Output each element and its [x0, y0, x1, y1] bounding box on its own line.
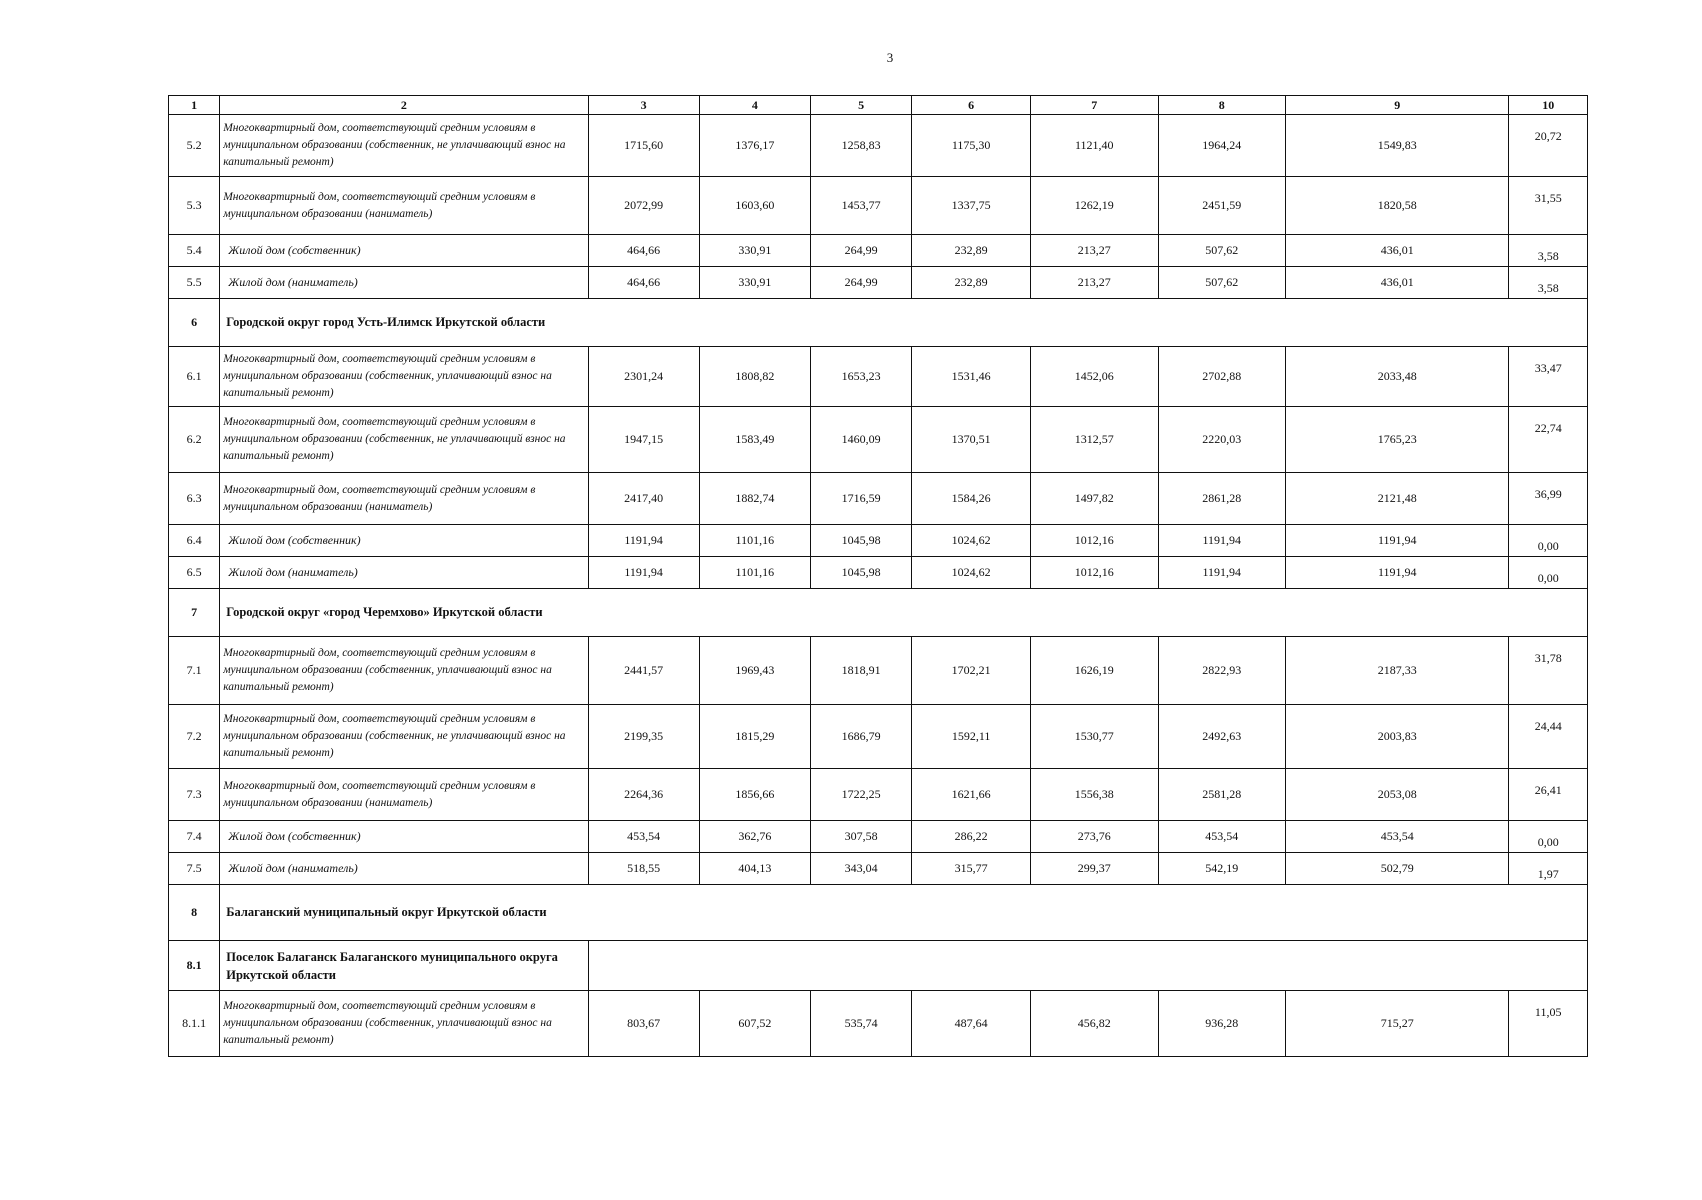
- value-cell-col9: 1820,58: [1286, 177, 1509, 235]
- value-cell-col5: 1818,91: [810, 637, 911, 705]
- row-number: 7.2: [169, 705, 220, 769]
- value-cell-col3: 518,55: [588, 853, 699, 885]
- row-label: Жилой дом (наниматель): [220, 853, 588, 885]
- table-row: [169, 235, 1588, 267]
- value-cell-col3: 453,54: [588, 821, 699, 853]
- value-cell-col6: 1702,21: [912, 637, 1031, 705]
- row-label: Многоквартирный дом, соответствующий средним условиям в муниципальном образовании (наниматель): [220, 177, 588, 235]
- value-cell-col10: 0,00: [1509, 821, 1588, 853]
- value-cell-col6: 1584,26: [912, 473, 1031, 525]
- row-number: 5.5: [169, 267, 220, 299]
- value-cell-col8: 2451,59: [1158, 177, 1286, 235]
- value-cell-col5: 1258,83: [810, 115, 911, 177]
- value-cell-col7: 1012,16: [1031, 557, 1159, 589]
- value-cell-col4: 1856,66: [699, 769, 810, 821]
- value-cell-col7: 1121,40: [1031, 115, 1159, 177]
- section-title: Городской округ «город Черемхово» Иркутской области: [220, 589, 1588, 637]
- table-row: [169, 821, 1588, 853]
- column-header-10: 10: [1509, 96, 1588, 115]
- section-number: 6: [169, 299, 220, 347]
- value-cell-col5: 1716,59: [810, 473, 911, 525]
- value-cell-col9: 1191,94: [1286, 525, 1509, 557]
- value-cell-col4: 1101,16: [699, 557, 810, 589]
- value-cell-col6: 232,89: [912, 235, 1031, 267]
- row-number: 6.4: [169, 525, 220, 557]
- subsection-title: Поселок Балаганск Балаганского муниципального округа Иркутской области: [220, 941, 588, 991]
- subsection-row: [169, 941, 1588, 991]
- row-number: 5.3: [169, 177, 220, 235]
- value-cell-col4: 1583,49: [699, 407, 810, 473]
- value-cell-col5: 1453,77: [810, 177, 911, 235]
- value-cell-col5: 1460,09: [810, 407, 911, 473]
- row-number: 8.1.1: [169, 991, 220, 1057]
- value-cell-col3: 2417,40: [588, 473, 699, 525]
- row-label: Многоквартирный дом, соответствующий средним условиям в муниципальном образовании (собственник, уплачивающий взнос на капитальный ремонт): [220, 347, 588, 407]
- value-cell-col4: 1603,60: [699, 177, 810, 235]
- value-cell-col8: 2702,88: [1158, 347, 1286, 407]
- value-cell-col8: 542,19: [1158, 853, 1286, 885]
- value-cell-col8: 2581,28: [1158, 769, 1286, 821]
- value-cell-col4: 1376,17: [699, 115, 810, 177]
- row-label: Многоквартирный дом, соответствующий средним условиям в муниципальном образовании (собственник, не уплачивающий взнос на капитальный ремонт): [220, 407, 588, 473]
- empty-cell: [588, 941, 1587, 991]
- value-cell-col4: 1882,74: [699, 473, 810, 525]
- row-number: 6.3: [169, 473, 220, 525]
- row-number: 6.2: [169, 407, 220, 473]
- value-cell-col9: 436,01: [1286, 267, 1509, 299]
- value-cell-col5: 1045,98: [810, 525, 911, 557]
- value-cell-col9: 1765,23: [1286, 407, 1509, 473]
- row-number: 7.1: [169, 637, 220, 705]
- value-cell-col10: 26,41: [1509, 769, 1588, 821]
- row-label: Многоквартирный дом, соответствующий средним условиям в муниципальном образовании (собственник, уплачивающий взнос на капитальный ремонт): [220, 637, 588, 705]
- value-cell-col6: 1337,75: [912, 177, 1031, 235]
- value-cell-col7: 213,27: [1031, 267, 1159, 299]
- value-cell-col7: 456,82: [1031, 991, 1159, 1057]
- value-cell-col9: 2033,48: [1286, 347, 1509, 407]
- value-cell-col9: 2053,08: [1286, 769, 1509, 821]
- tariff-table: [168, 95, 1588, 1057]
- value-cell-col6: 1592,11: [912, 705, 1031, 769]
- value-cell-col10: 0,00: [1509, 525, 1588, 557]
- value-cell-col9: 715,27: [1286, 991, 1509, 1057]
- value-cell-col5: 535,74: [810, 991, 911, 1057]
- row-label: Многоквартирный дом, соответствующий средним условиям в муниципальном образовании (собственник, не уплачивающий взнос на капитальный ремонт): [220, 115, 588, 177]
- value-cell-col7: 1262,19: [1031, 177, 1159, 235]
- value-cell-col10: 31,55: [1509, 177, 1588, 235]
- value-cell-col9: 1549,83: [1286, 115, 1509, 177]
- value-cell-col3: 2301,24: [588, 347, 699, 407]
- row-label: Жилой дом (наниматель): [220, 267, 588, 299]
- value-cell-col6: 1531,46: [912, 347, 1031, 407]
- value-cell-col6: 232,89: [912, 267, 1031, 299]
- value-cell-col9: 436,01: [1286, 235, 1509, 267]
- value-cell-col3: 1715,60: [588, 115, 699, 177]
- value-cell-col3: 2264,36: [588, 769, 699, 821]
- value-cell-col6: 315,77: [912, 853, 1031, 885]
- row-number: 7.5: [169, 853, 220, 885]
- value-cell-col6: 1175,30: [912, 115, 1031, 177]
- value-cell-col8: 936,28: [1158, 991, 1286, 1057]
- table-row: [169, 407, 1588, 473]
- column-header-9: 9: [1286, 96, 1509, 115]
- value-cell-col5: 1686,79: [810, 705, 911, 769]
- section-title: Городской округ город Усть-Илимск Иркутской области: [220, 299, 1588, 347]
- value-cell-col9: 2121,48: [1286, 473, 1509, 525]
- table-row: [169, 267, 1588, 299]
- value-cell-col6: 286,22: [912, 821, 1031, 853]
- value-cell-col4: 330,91: [699, 235, 810, 267]
- row-label: Жилой дом (собственник): [220, 525, 588, 557]
- row-number: 5.4: [169, 235, 220, 267]
- page-number: 3: [886, 50, 894, 65]
- value-cell-col8: 1191,94: [1158, 557, 1286, 589]
- value-cell-col10: 24,44: [1509, 705, 1588, 769]
- value-cell-col9: 2003,83: [1286, 705, 1509, 769]
- value-cell-col7: 1626,19: [1031, 637, 1159, 705]
- section-title: Балаганский муниципальный округ Иркутской области: [220, 885, 1588, 941]
- table-row: [169, 705, 1588, 769]
- value-cell-col8: 507,62: [1158, 267, 1286, 299]
- value-cell-col5: 1653,23: [810, 347, 911, 407]
- value-cell-col7: 273,76: [1031, 821, 1159, 853]
- section-row: [169, 885, 1588, 941]
- value-cell-col8: 453,54: [1158, 821, 1286, 853]
- value-cell-col5: 1722,25: [810, 769, 911, 821]
- value-cell-col8: 507,62: [1158, 235, 1286, 267]
- column-header-2: 2: [220, 96, 588, 115]
- value-cell-col5: 1045,98: [810, 557, 911, 589]
- value-cell-col8: 2220,03: [1158, 407, 1286, 473]
- table-header-row: [169, 96, 1588, 115]
- value-cell-col4: 1815,29: [699, 705, 810, 769]
- value-cell-col8: 2861,28: [1158, 473, 1286, 525]
- table-row: [169, 637, 1588, 705]
- value-cell-col10: 31,78: [1509, 637, 1588, 705]
- table-row: [169, 991, 1588, 1057]
- value-cell-col3: 1947,15: [588, 407, 699, 473]
- value-cell-col10: 33,47: [1509, 347, 1588, 407]
- row-label: Многоквартирный дом, соответствующий средним условиям в муниципальном образовании (наниматель): [220, 473, 588, 525]
- row-label: Жилой дом (наниматель): [220, 557, 588, 589]
- value-cell-col4: 607,52: [699, 991, 810, 1057]
- table-row: [169, 853, 1588, 885]
- value-cell-col5: 343,04: [810, 853, 911, 885]
- value-cell-col9: 502,79: [1286, 853, 1509, 885]
- value-cell-col10: 3,58: [1509, 235, 1588, 267]
- row-number: 5.2: [169, 115, 220, 177]
- row-label: Многоквартирный дом, соответствующий средним условиям в муниципальном образовании (собственник, не уплачивающий взнос на капитальный ремонт): [220, 705, 588, 769]
- value-cell-col3: 2441,57: [588, 637, 699, 705]
- value-cell-col3: 2199,35: [588, 705, 699, 769]
- value-cell-col3: 464,66: [588, 267, 699, 299]
- value-cell-col9: 2187,33: [1286, 637, 1509, 705]
- value-cell-col6: 1024,62: [912, 557, 1031, 589]
- table-row: [169, 115, 1588, 177]
- table-row: [169, 347, 1588, 407]
- column-header-8: 8: [1158, 96, 1286, 115]
- value-cell-col7: 1530,77: [1031, 705, 1159, 769]
- value-cell-col7: 299,37: [1031, 853, 1159, 885]
- value-cell-col10: 22,74: [1509, 407, 1588, 473]
- value-cell-col3: 1191,94: [588, 557, 699, 589]
- column-header-3: 3: [588, 96, 699, 115]
- value-cell-col10: 11,05: [1509, 991, 1588, 1057]
- row-number: 6.1: [169, 347, 220, 407]
- value-cell-col5: 264,99: [810, 267, 911, 299]
- subsection-number: 8.1: [169, 941, 220, 991]
- value-cell-col3: 2072,99: [588, 177, 699, 235]
- value-cell-col7: 1497,82: [1031, 473, 1159, 525]
- row-label: Многоквартирный дом, соответствующий средним условиям в муниципальном образовании (собственник, уплачивающий взнос на капитальный ремонт): [220, 991, 588, 1057]
- value-cell-col10: 3,58: [1509, 267, 1588, 299]
- value-cell-col3: 464,66: [588, 235, 699, 267]
- column-header-4: 4: [699, 96, 810, 115]
- value-cell-col10: 0,00: [1509, 557, 1588, 589]
- value-cell-col8: 2822,93: [1158, 637, 1286, 705]
- value-cell-col6: 1621,66: [912, 769, 1031, 821]
- value-cell-col4: 1101,16: [699, 525, 810, 557]
- row-label: Многоквартирный дом, соответствующий средним условиям в муниципальном образовании (наниматель): [220, 769, 588, 821]
- row-label: Жилой дом (собственник): [220, 235, 588, 267]
- value-cell-col10: 1,97: [1509, 853, 1588, 885]
- value-cell-col4: 330,91: [699, 267, 810, 299]
- value-cell-col10: 20,72: [1509, 115, 1588, 177]
- row-number: 6.5: [169, 557, 220, 589]
- table-row: [169, 473, 1588, 525]
- section-number: 8: [169, 885, 220, 941]
- value-cell-col9: 1191,94: [1286, 557, 1509, 589]
- value-cell-col7: 1452,06: [1031, 347, 1159, 407]
- value-cell-col6: 1024,62: [912, 525, 1031, 557]
- value-cell-col3: 1191,94: [588, 525, 699, 557]
- column-header-5: 5: [810, 96, 911, 115]
- column-header-7: 7: [1031, 96, 1159, 115]
- row-number: 7.3: [169, 769, 220, 821]
- table-row: [169, 769, 1588, 821]
- table-row: [169, 525, 1588, 557]
- value-cell-col7: 1012,16: [1031, 525, 1159, 557]
- value-cell-col6: 1370,51: [912, 407, 1031, 473]
- table-row: [169, 557, 1588, 589]
- row-number: 7.4: [169, 821, 220, 853]
- value-cell-col7: 213,27: [1031, 235, 1159, 267]
- value-cell-col5: 264,99: [810, 235, 911, 267]
- value-cell-col9: 453,54: [1286, 821, 1509, 853]
- value-cell-col4: 362,76: [699, 821, 810, 853]
- value-cell-col4: 404,13: [699, 853, 810, 885]
- value-cell-col4: 1808,82: [699, 347, 810, 407]
- value-cell-col8: 2492,63: [1158, 705, 1286, 769]
- section-number: 7: [169, 589, 220, 637]
- section-row: [169, 299, 1588, 347]
- value-cell-col3: 803,67: [588, 991, 699, 1057]
- value-cell-col10: 36,99: [1509, 473, 1588, 525]
- value-cell-col6: 487,64: [912, 991, 1031, 1057]
- value-cell-col8: 1964,24: [1158, 115, 1286, 177]
- value-cell-col4: 1969,43: [699, 637, 810, 705]
- value-cell-col7: 1312,57: [1031, 407, 1159, 473]
- column-header-1: 1: [169, 96, 220, 115]
- table-row: [169, 177, 1588, 235]
- value-cell-col7: 1556,38: [1031, 769, 1159, 821]
- column-header-6: 6: [912, 96, 1031, 115]
- value-cell-col5: 307,58: [810, 821, 911, 853]
- section-row: [169, 589, 1588, 637]
- value-cell-col8: 1191,94: [1158, 525, 1286, 557]
- row-label: Жилой дом (собственник): [220, 821, 588, 853]
